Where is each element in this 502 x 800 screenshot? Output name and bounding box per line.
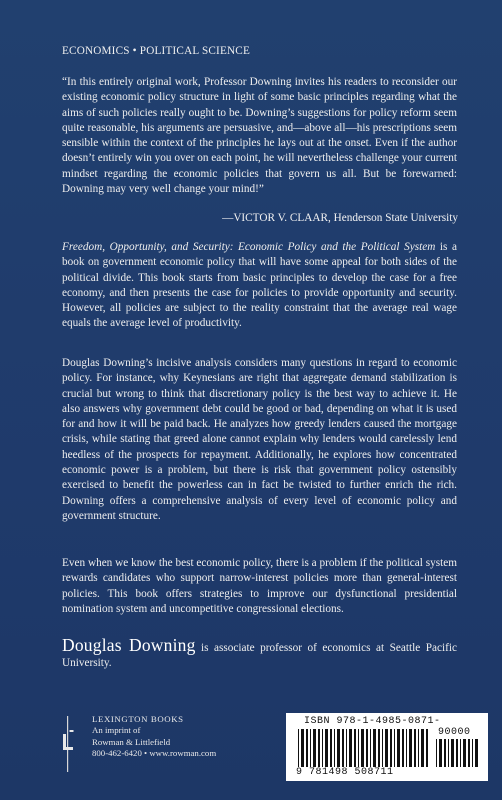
author-bio-text: is associate professor of economics at Seattle Pacific University. bbox=[62, 642, 458, 670]
barcode-bar bbox=[418, 729, 419, 767]
barcode-bar bbox=[382, 729, 383, 767]
barcode-bar bbox=[313, 729, 316, 767]
barcode-bar bbox=[358, 729, 359, 767]
author-name: Douglas Downing bbox=[62, 635, 196, 655]
barcode-bar bbox=[366, 729, 368, 767]
barcode-bar bbox=[444, 739, 446, 767]
barcode-bar bbox=[306, 729, 308, 767]
endorsement-attribution: —VICTOR V. CLAAR, Henderson State University bbox=[222, 212, 458, 224]
price-code: 90000 bbox=[438, 727, 471, 738]
barcode-bar bbox=[451, 739, 454, 767]
barcode-bar bbox=[318, 729, 320, 767]
barcode-bar bbox=[456, 739, 458, 767]
publisher-contact: 800-462-6420 • www.rowman.com bbox=[92, 747, 217, 758]
author-bio bbox=[62, 635, 458, 672]
barcode-bar bbox=[373, 729, 376, 767]
barcode-bar bbox=[298, 729, 299, 767]
category-label: ECONOMICS • POLITICAL SCIENCE bbox=[62, 45, 250, 57]
barcode-bar bbox=[409, 729, 412, 767]
barcode bbox=[286, 713, 488, 781]
barcode-bar bbox=[322, 729, 323, 767]
barcode-bar bbox=[346, 729, 347, 767]
barcode-bar bbox=[402, 729, 404, 767]
barcode-bar bbox=[310, 729, 311, 767]
barcode-bar bbox=[385, 729, 388, 767]
barcode-bar bbox=[342, 729, 344, 767]
barcode-bar bbox=[421, 729, 424, 767]
description-paragraph-2: Douglas Downing’s incisive analysis considers many questions in regard to economic policy. For instance, why Keynesians are right that aggregate demand stabilization is crucial but wrong to think that discretionary policy is the best way to achieve it. He also answers why government debt could be good or bad, depending on what it is used for and how it will be paid back. He analyzes how greedy lenders caused the mortgage crisis, while stating that greed alone cannot explain why lenders would carelessly lend heedless of the prospects for repayment. Additionally, he explores how concentrated economic power is a problem, but there is risk that government policy ostensibly exercised to benefit the powerless can in fact be twisted to further enrich the rich. Downing offers a comprehensive analysis of every level of economic policy and government structure. bbox=[62, 357, 457, 522]
publisher-text bbox=[92, 714, 216, 759]
publisher-imprint: An imprint of bbox=[92, 725, 141, 736]
barcode-bar bbox=[330, 729, 332, 767]
barcode-bar bbox=[439, 739, 442, 767]
barcode-bar bbox=[406, 729, 407, 767]
addon-barcode-bars bbox=[436, 739, 482, 767]
barcode-bar bbox=[325, 729, 328, 767]
barcode-bar bbox=[397, 729, 400, 767]
publisher-block bbox=[62, 714, 292, 774]
ean-barcode-bars bbox=[298, 729, 430, 767]
barcode-bar bbox=[448, 739, 449, 767]
isbn-label: ISBN 978-1-4985-0871- bbox=[304, 716, 441, 727]
barcode-bar bbox=[334, 729, 335, 767]
publisher-parent: Rowman & Littlefield bbox=[92, 736, 171, 747]
barcode-bar bbox=[436, 739, 437, 767]
barcode-bar bbox=[390, 729, 392, 767]
description-paragraph-1 bbox=[62, 240, 457, 332]
barcode-bar bbox=[414, 729, 416, 767]
barcode-bar bbox=[475, 739, 478, 767]
description-paragraph-1-text: is a book on government economic policy that will have some appeal for both sides of the political divide. This book starts from basic principles to develop the case for a free economy, and then presents the case for policies to provide opportunity and security. However, all policies are subject to the reality constraint that the average real wage equals the average level of productivity. bbox=[62, 241, 458, 330]
barcode-bar bbox=[426, 729, 428, 767]
barcode-bar bbox=[354, 729, 356, 767]
barcode-bar bbox=[460, 739, 461, 767]
barcode-bar bbox=[361, 729, 364, 767]
ean-number: 9 781498 508711 bbox=[296, 767, 394, 778]
endorsement-quote: “In this entirely original work, Professor Downing invites his readers to reconsider our existing economic policy structure in light of some basic principles regarding what the aims of such policies really ought to be. Downing’s suggestions for policy reform seem quite reasonable, his arguments are persuasive, and—above all—his prescriptions seem sensible within the context of the principles he lays out at the onset. Even if the author doesn’t entirely win you over on each point, he will nevertheless challenge your current mindset regarding the economic policies that govern us all. But be forewarned: Downing may very well change your mind!” bbox=[62, 76, 457, 196]
barcode-bar bbox=[472, 739, 473, 767]
barcode-bar bbox=[301, 729, 304, 767]
lexington-logo-icon bbox=[62, 716, 76, 772]
barcode-bar bbox=[468, 739, 470, 767]
barcode-bar bbox=[463, 739, 466, 767]
description-paragraph-3: Even when we know the best economic policy, there is a problem if the political system rewards candidates who support narrow-interest policies more than general-interest policies. This book offers strategies to improve our dysfunctional presidential nomination system and uncompetitive congressional elections. bbox=[62, 557, 457, 615]
barcode-bar bbox=[370, 729, 371, 767]
barcode-bar bbox=[378, 729, 380, 767]
publisher-name: LEXINGTON BOOKS bbox=[92, 714, 184, 724]
book-title: Freedom, Opportunity, and Security: Economic Policy and the Political System bbox=[62, 241, 436, 253]
barcode-bar bbox=[394, 729, 395, 767]
barcode-bar bbox=[337, 729, 340, 767]
barcode-bar bbox=[349, 729, 352, 767]
